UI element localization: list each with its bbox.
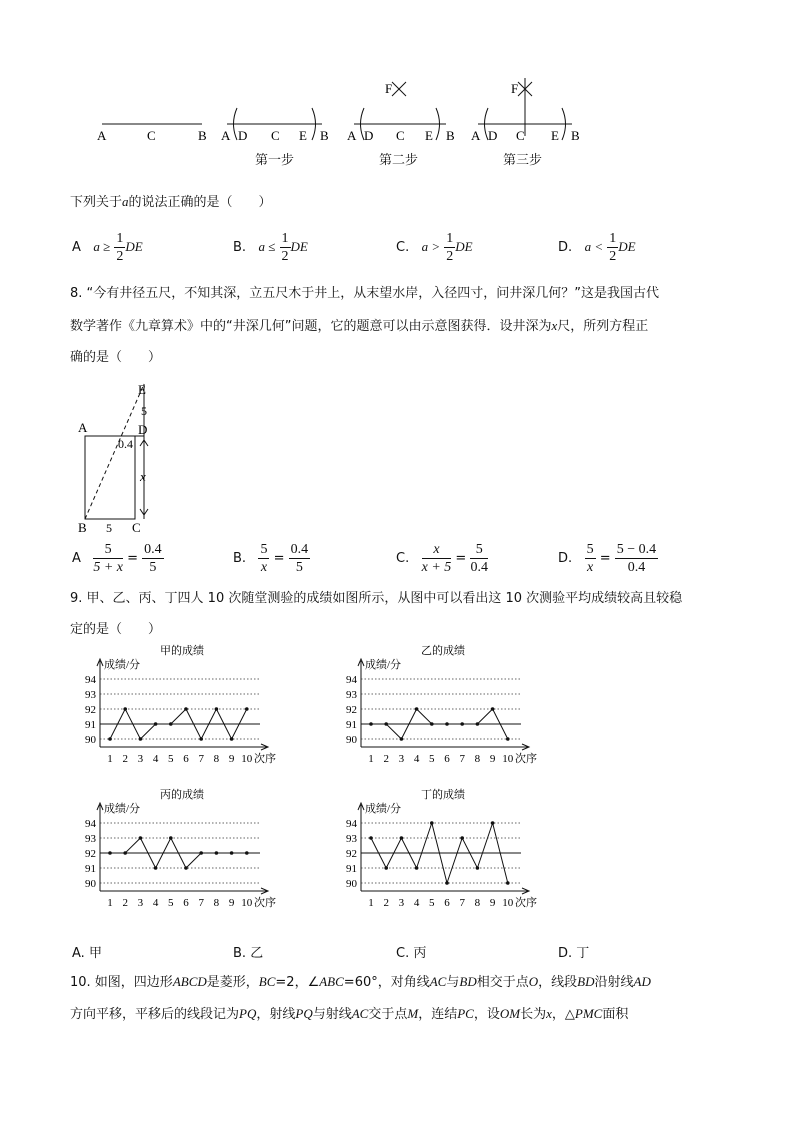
svg-text:B: B [571, 128, 580, 143]
svg-text:E: E [299, 128, 307, 143]
x-tick-label: 10 [241, 753, 253, 765]
q7-option-b[interactable]: B. a ≤ $\frac{1}{2}$ DE [233, 231, 308, 264]
x-tick-label: 3 [398, 897, 405, 909]
x-tick-label: 8 [213, 753, 220, 765]
x-tick-label: 6 [444, 753, 450, 765]
data-point [430, 821, 434, 825]
data-point [154, 866, 158, 870]
x-tick-label: 1 [368, 897, 374, 909]
svg-text:B: B [446, 128, 455, 143]
data-point [460, 722, 464, 726]
x-tick-label: 10 [502, 897, 514, 909]
q9-option-b[interactable]: B. 乙 [233, 946, 264, 961]
svg-text:D: D [238, 128, 248, 143]
data-point [460, 836, 464, 840]
x-tick-label: 3 [137, 753, 144, 765]
q10-line2: 方向平移，平移后的线段记为PQ，射线PQ与射线AC交于点M，连结PC，设OM长为x，△PMC面积 [70, 1006, 629, 1022]
y-tick-label: 90 [346, 734, 357, 746]
data-point [154, 722, 158, 726]
y-tick-label: 90 [85, 734, 96, 746]
y-axis-label: 成绩/分 [104, 803, 141, 815]
data-point [123, 851, 127, 855]
x-tick-label: 2 [122, 753, 128, 765]
label-d: D [138, 422, 148, 437]
data-point [415, 707, 419, 711]
data-point [369, 836, 373, 840]
x-tick-label: 4 [413, 753, 420, 765]
x-tick-label: 1 [368, 753, 374, 765]
x-tick-label: 7 [198, 897, 204, 909]
q8-option-b[interactable]: B. $\frac{5}{x}$ = $\frac{0.4}{5}$ [233, 542, 309, 575]
x-tick-label: 4 [152, 753, 159, 765]
svg-text:E: E [551, 128, 559, 143]
x-tick-label: 9 [489, 897, 496, 909]
svg-text:A: A [221, 128, 231, 143]
y-tick-label: 93 [346, 833, 357, 845]
label-c: C [132, 520, 141, 535]
x-tick-label: 2 [122, 897, 128, 909]
x-tick-label: 5 [429, 753, 435, 765]
data-point [215, 851, 219, 855]
data-point [199, 737, 203, 741]
y-tick-label: 93 [85, 689, 96, 701]
x-tick-label: 8 [474, 753, 481, 765]
step2-figure [347, 81, 455, 143]
step1-figure [221, 108, 329, 143]
svg-text:F: F [511, 81, 519, 96]
svg-text:F: F [385, 81, 393, 96]
data-point [476, 866, 480, 870]
chart-title: 丙的成绩 [160, 789, 204, 801]
data-point [491, 821, 495, 825]
svg-text:C: C [516, 128, 525, 143]
data-point [245, 851, 249, 855]
x-axis-label: 次序 [254, 897, 276, 909]
data-point [139, 737, 143, 741]
x-tick-label: 9 [228, 753, 235, 765]
step1-label: 第一步 [255, 153, 295, 168]
y-tick-label: 91 [85, 863, 96, 875]
y-tick-label: 94 [346, 818, 357, 830]
q9-option-c[interactable]: C. 丙 [396, 946, 427, 961]
y-tick-label: 91 [85, 719, 96, 731]
q7-option-a[interactable]: A a ≥ $\frac{1}{2}$ DE [72, 231, 143, 264]
q10-line1: 10. 如图，四边形ABCD是菱形，BC=2，∠ABC=60°，对角线AC与BD相交于点O，线段BD沿射线AD [70, 974, 651, 990]
data-point [169, 722, 173, 726]
y-axis-label: 成绩/分 [365, 659, 402, 671]
x-tick-label: 2 [383, 753, 389, 765]
data-point [108, 851, 112, 855]
x-tick-label: 7 [198, 753, 204, 765]
q7-option-c[interactable]: C. a > $\frac{1}{2}$ DE [396, 231, 473, 264]
x-axis-label: 次序 [515, 753, 537, 765]
q8-option-d[interactable]: D. $\frac{5}{x}$ = $\frac{5 - 0.4}{0.4}$ [558, 542, 657, 575]
data-point [506, 881, 510, 885]
y-axis-label: 成绩/分 [365, 803, 402, 815]
chart-title: 乙的成绩 [421, 645, 465, 657]
svg-text:D: D [364, 128, 374, 143]
y-tick-label: 91 [346, 719, 357, 731]
x-tick-label: 3 [398, 753, 405, 765]
y-tick-label: 94 [85, 674, 96, 686]
step3-label: 第三步 [503, 153, 543, 168]
q7-option-d[interactable]: D. a < $\frac{1}{2}$ DE [558, 231, 636, 264]
x-tick-label: 5 [168, 753, 174, 765]
x-tick-label: 2 [383, 897, 389, 909]
x-tick-label: 1 [107, 753, 113, 765]
label-a: A [78, 420, 88, 435]
y-tick-label: 93 [346, 689, 357, 701]
x-tick-label: 6 [183, 753, 189, 765]
point-b: B [198, 128, 207, 143]
x-tick-label: 7 [459, 753, 465, 765]
label-x: x [140, 469, 146, 484]
segment-ab-original [97, 124, 207, 143]
x-tick-label: 10 [502, 753, 514, 765]
data-point [123, 707, 127, 711]
y-tick-label: 92 [85, 704, 96, 716]
data-point [491, 707, 495, 711]
q8-option-c[interactable]: C. $\frac{x}{x + 5}$ = $\frac{5}{0.4}$ [396, 542, 488, 575]
q8-line1: 8. “今有井径五尺，不知其深，立五尺木于井上，从末望水岸，入径四寸，问井深几何？”这是我国古代 [70, 286, 660, 301]
data-point [415, 866, 419, 870]
x-tick-label: 1 [107, 897, 113, 909]
y-tick-label: 94 [85, 818, 96, 830]
data-point [199, 851, 203, 855]
svg-text:A: A [347, 128, 357, 143]
x-tick-label: 6 [183, 897, 189, 909]
point-c: C [147, 128, 156, 143]
data-point [400, 836, 404, 840]
svg-text:E: E [425, 128, 433, 143]
chart-bing [72, 787, 302, 922]
y-tick-label: 94 [346, 674, 357, 686]
label-ad: 0.4 [118, 437, 133, 451]
svg-text:C: C [396, 128, 405, 143]
chart-title: 丁的成绩 [421, 789, 465, 801]
svg-text:B: B [320, 128, 329, 143]
x-axis-label: 次序 [515, 897, 537, 909]
y-tick-label: 92 [346, 704, 357, 716]
x-tick-label: 4 [152, 897, 159, 909]
x-tick-label: 4 [413, 897, 420, 909]
step2-label: 第二步 [379, 153, 419, 168]
data-point [445, 881, 449, 885]
data-point [245, 707, 249, 711]
q8-option-a[interactable]: A $\frac{5}{5 + x}$ = $\frac{0.4}{5}$ [72, 542, 162, 575]
x-tick-label: 6 [444, 897, 450, 909]
data-point [184, 866, 188, 870]
label-b: B [78, 520, 87, 535]
x-tick-label: 8 [213, 897, 220, 909]
q8-line2: 数学著作《九章算术》中的“井深几何”问题，它的题意可以由示意图获得．设井深为x尺，所列方程正 [70, 318, 649, 334]
data-point [445, 722, 449, 726]
x-tick-label: 9 [228, 897, 235, 909]
label-bc: 5 [106, 521, 112, 535]
data-point [169, 836, 173, 840]
svg-text:D: D [488, 128, 498, 143]
data-point [139, 836, 143, 840]
data-point [476, 722, 480, 726]
well-figure [72, 380, 162, 535]
data-point [230, 851, 234, 855]
x-axis-label: 次序 [254, 753, 276, 765]
y-tick-label: 91 [346, 863, 357, 875]
svg-text:A: A [471, 128, 481, 143]
step3-figure [471, 78, 580, 143]
q8-line3: 确的是（ ） [70, 350, 162, 365]
chart-ding [333, 787, 563, 922]
x-tick-label: 3 [137, 897, 144, 909]
x-tick-label: 9 [489, 753, 496, 765]
x-tick-label: 5 [168, 897, 174, 909]
q9-line2: 定的是（ ） [70, 622, 162, 637]
y-tick-label: 93 [85, 833, 96, 845]
q7-stem: 下列关于a的说法正确的是（ ） [70, 194, 272, 210]
data-point [108, 737, 112, 741]
y-tick-label: 90 [85, 878, 96, 890]
chart-yi [333, 643, 563, 778]
data-point [369, 722, 373, 726]
point-a: A [97, 128, 107, 143]
x-tick-label: 7 [459, 897, 465, 909]
y-tick-label: 92 [346, 848, 357, 860]
q9-option-d[interactable]: D. 丁 [558, 946, 590, 961]
chart-title: 甲的成绩 [160, 645, 204, 657]
x-tick-label: 10 [241, 897, 253, 909]
data-point [384, 866, 388, 870]
svg-text:C: C [271, 128, 280, 143]
y-tick-label: 90 [346, 878, 357, 890]
x-tick-label: 5 [429, 897, 435, 909]
label-e: E [138, 382, 146, 397]
x-tick-label: 8 [474, 897, 481, 909]
chart-jia [72, 643, 302, 778]
data-point [384, 722, 388, 726]
y-tick-label: 92 [85, 848, 96, 860]
data-point [215, 707, 219, 711]
data-point [430, 722, 434, 726]
q9-option-a[interactable]: A. 甲 [72, 946, 102, 961]
q9-line1: 9. 甲、乙、丙、丁四人 10 次随堂测验的成绩如图所示，从图中可以看出这 10 次测验平均成绩较高且较稳 [70, 591, 683, 606]
data-point [184, 707, 188, 711]
y-axis-label: 成绩/分 [104, 659, 141, 671]
data-point [230, 737, 234, 741]
data-point [506, 737, 510, 741]
label-ed: 5 [141, 404, 147, 418]
data-point [400, 737, 404, 741]
